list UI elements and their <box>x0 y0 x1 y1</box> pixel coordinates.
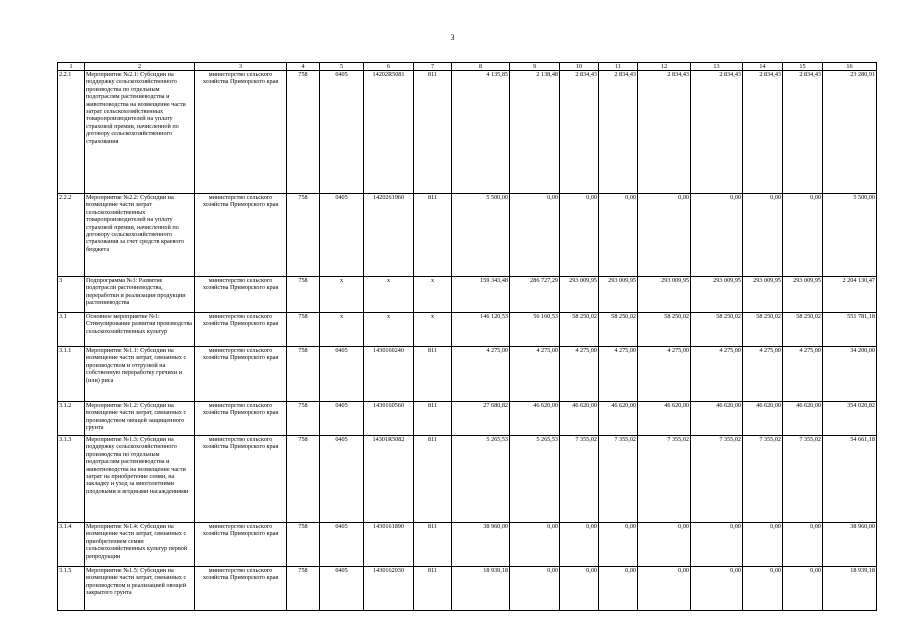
executor: министерство сельского хозяйства Приморского края <box>195 567 287 611</box>
executor: министерство сельского хозяйства Приморского края <box>195 194 287 277</box>
total-cell: 34 200,00 <box>823 347 877 402</box>
csr-code: x <box>364 313 414 347</box>
amount-cell: 0,00 <box>691 194 743 277</box>
amount-cell: 4 135,85 <box>452 71 510 194</box>
total-cell: 38 960,00 <box>823 523 877 567</box>
grbs-code: 758 <box>287 313 320 347</box>
amount-cell: 4 275,00 <box>783 347 823 402</box>
page-number: 3 <box>450 33 455 42</box>
vr-code: 811 <box>414 523 452 567</box>
amount-cell: 0,00 <box>638 567 691 611</box>
vr-code: 811 <box>414 347 452 402</box>
table-row <box>58 194 877 277</box>
amount-cell: 2 138,48 <box>510 71 560 194</box>
amount-cell: 0,00 <box>783 194 823 277</box>
table-row <box>58 313 877 347</box>
amount-cell: 0,00 <box>510 523 560 567</box>
row-id: 3.1 <box>58 313 85 347</box>
rzpr-code: 0405 <box>320 402 364 436</box>
amount-cell: 0,00 <box>783 523 823 567</box>
amount-cell: 286 727,29 <box>510 277 560 313</box>
row-id: 3 <box>58 277 85 313</box>
amount-cell: 0,00 <box>560 194 599 277</box>
amount-cell: 4 275,00 <box>560 347 599 402</box>
activity-name: Мероприятие №2.2: Субсидии на возмещение части затрат сельскохозяйственных товаропроизводителей на уплату страховой премии, начисленной по договору сельскохозяйственного страхования за счет средств краевого бюджета <box>85 194 195 277</box>
row-id: 3.1.1 <box>58 347 85 402</box>
table-row <box>58 347 877 402</box>
total-cell: 354 020,82 <box>823 402 877 436</box>
activity-name: Мероприятие №1.5: Субсидии на возмещение части затрат, связанных с производством и реализацией овощей закрытого грунта <box>85 567 195 611</box>
table-row <box>58 523 877 567</box>
vr-code: x <box>414 277 452 313</box>
amount-cell: 159 343,48 <box>452 277 510 313</box>
amount-cell: 58 250,02 <box>560 313 599 347</box>
grbs-code: 758 <box>287 436 320 523</box>
amount-cell: 293 009,95 <box>638 277 691 313</box>
column-number: 13 <box>691 63 743 71</box>
column-number: 9 <box>510 63 560 71</box>
amount-cell: 7 355,02 <box>691 436 743 523</box>
csr-code: 14202R5081 <box>364 71 414 194</box>
amount-cell: 0,00 <box>599 194 638 277</box>
rzpr-code: x <box>320 313 364 347</box>
column-number: 10 <box>560 63 599 71</box>
column-number: 1 <box>58 63 85 71</box>
amount-cell: 293 009,95 <box>599 277 638 313</box>
total-cell: 23 280,91 <box>823 71 877 194</box>
csr-code: 1420261960 <box>364 194 414 277</box>
table-row <box>58 71 877 194</box>
amount-cell: 7 355,02 <box>783 436 823 523</box>
amount-cell: 46 620,00 <box>560 402 599 436</box>
csr-code: 1430161890 <box>364 523 414 567</box>
amount-cell: 5 265,53 <box>452 436 510 523</box>
vr-code: 811 <box>414 567 452 611</box>
activity-name: Мероприятие №2.1: Субсидии на поддержку сельскохозяйственного производства по отдельным подотраслям растениеводства и животноводства на возмещение части затрат сельскохозяйственных товаропроизводителей на уплату страховой премии, начисленной по договору сельскохозяйственного страхования <box>85 71 195 194</box>
activity-name: Мероприятие №1.4: Субсидии на возмещение части затрат, связанных с приобретением семян сельскохозяйственных культур первой репродукции <box>85 523 195 567</box>
amount-cell: 293 009,95 <box>560 277 599 313</box>
grbs-code: 758 <box>287 567 320 611</box>
budget-table <box>57 62 877 611</box>
rzpr-code: 0405 <box>320 436 364 523</box>
table-row <box>58 567 877 611</box>
row-id: 2.2.2 <box>58 194 85 277</box>
table-row <box>58 402 877 436</box>
total-cell: 551 781,18 <box>823 313 877 347</box>
amount-cell: 4 275,00 <box>743 347 783 402</box>
column-number: 12 <box>638 63 691 71</box>
table-row <box>58 436 877 523</box>
amount-cell: 4 275,00 <box>638 347 691 402</box>
activity-name: Мероприятие №1.2: Субсидии на возмещение части затрат, связанных с производством овощей защищенного грунта <box>85 402 195 436</box>
total-cell: 2 204 130,47 <box>823 277 877 313</box>
column-number: 3 <box>195 63 287 71</box>
amount-cell: 0,00 <box>638 194 691 277</box>
grbs-code: 758 <box>287 194 320 277</box>
amount-cell: 0,00 <box>599 523 638 567</box>
amount-cell: 4 275,00 <box>599 347 638 402</box>
rzpr-code: 0405 <box>320 347 364 402</box>
amount-cell: 2 834,43 <box>560 71 599 194</box>
amount-cell: 2 834,43 <box>743 71 783 194</box>
amount-cell: 46 620,00 <box>510 402 560 436</box>
amount-cell: 0,00 <box>743 567 783 611</box>
amount-cell: 0,00 <box>638 523 691 567</box>
column-number: 14 <box>743 63 783 71</box>
column-number: 5 <box>320 63 364 71</box>
executor: министерство сельского хозяйства Приморского края <box>195 436 287 523</box>
amount-cell: 58 250,02 <box>599 313 638 347</box>
total-cell: 5 500,00 <box>823 194 877 277</box>
grbs-code: 758 <box>287 402 320 436</box>
total-cell: 54 661,18 <box>823 436 877 523</box>
column-number-row <box>58 63 877 71</box>
amount-cell: 4 275,00 <box>452 347 510 402</box>
amount-cell: 0,00 <box>783 567 823 611</box>
amount-cell: 4 275,00 <box>510 347 560 402</box>
csr-code: 1430162030 <box>364 567 414 611</box>
executor: министерство сельского хозяйства Приморского края <box>195 71 287 194</box>
grbs-code: 758 <box>287 277 320 313</box>
amount-cell: 5 500,00 <box>452 194 510 277</box>
executor: министерство сельского хозяйства Приморского края <box>195 347 287 402</box>
amount-cell: 58 250,02 <box>638 313 691 347</box>
amount-cell: 58 250,02 <box>783 313 823 347</box>
csr-code: 1430160560 <box>364 402 414 436</box>
amount-cell: 46 620,00 <box>691 402 743 436</box>
executor: министерство сельского хозяйства Приморского края <box>195 313 287 347</box>
amount-cell: 293 009,95 <box>743 277 783 313</box>
amount-cell: 0,00 <box>599 567 638 611</box>
amount-cell: 7 355,02 <box>560 436 599 523</box>
column-number: 7 <box>414 63 452 71</box>
amount-cell: 7 355,02 <box>599 436 638 523</box>
rzpr-code: 0405 <box>320 194 364 277</box>
column-number: 4 <box>287 63 320 71</box>
column-number: 8 <box>452 63 510 71</box>
amount-cell: 2 834,43 <box>638 71 691 194</box>
amount-cell: 58 250,02 <box>691 313 743 347</box>
amount-cell: 2 834,43 <box>599 71 638 194</box>
amount-cell: 38 960,00 <box>452 523 510 567</box>
vr-code: 811 <box>414 402 452 436</box>
total-cell: 18 939,18 <box>823 567 877 611</box>
amount-cell: 293 009,95 <box>691 277 743 313</box>
activity-name: Основное мероприятие №1: Стимулирование развития производства сельскохозяйственных культур <box>85 313 195 347</box>
rzpr-code: 0405 <box>320 567 364 611</box>
csr-code: 14301R5082 <box>364 436 414 523</box>
rzpr-code: 0405 <box>320 523 364 567</box>
amount-cell: 46 620,00 <box>638 402 691 436</box>
amount-cell: 0,00 <box>691 523 743 567</box>
amount-cell: 27 680,82 <box>452 402 510 436</box>
amount-cell: 7 355,02 <box>743 436 783 523</box>
grbs-code: 758 <box>287 347 320 402</box>
executor: министерство сельского хозяйства Приморского края <box>195 402 287 436</box>
column-number: 16 <box>823 63 877 71</box>
activity-name: Мероприятие №1.3: Субсидии на поддержку сельскохозяйственного производства по отдельным подотраслям растениеводства и животноводства на возмещение части затрат на приобретение семян, на закладку и уход за многолетними плодовыми и ягодными насаждениями <box>85 436 195 523</box>
vr-code: 811 <box>414 436 452 523</box>
rzpr-code: 0405 <box>320 71 364 194</box>
amount-cell: 2 834,43 <box>691 71 743 194</box>
amount-cell: 58 250,02 <box>743 313 783 347</box>
csr-code: 1430160240 <box>364 347 414 402</box>
vr-code: 811 <box>414 194 452 277</box>
executor: министерство сельского хозяйства Приморского края <box>195 277 287 313</box>
amount-cell: 146 120,53 <box>452 313 510 347</box>
column-number: 2 <box>85 63 195 71</box>
amount-cell: 5 265,53 <box>510 436 560 523</box>
rzpr-code: x <box>320 277 364 313</box>
amount-cell: 0,00 <box>510 194 560 277</box>
amount-cell: 46 620,00 <box>743 402 783 436</box>
column-number: 6 <box>364 63 414 71</box>
column-number: 11 <box>599 63 638 71</box>
amount-cell: 0,00 <box>510 567 560 611</box>
grbs-code: 758 <box>287 523 320 567</box>
csr-code: x <box>364 277 414 313</box>
vr-code: x <box>414 313 452 347</box>
amount-cell: 56 160,53 <box>510 313 560 347</box>
row-id: 3.1.4 <box>58 523 85 567</box>
amount-cell: 0,00 <box>560 567 599 611</box>
amount-cell: 0,00 <box>743 523 783 567</box>
activity-name: Мероприятие №1.1: Субсидии на возмещение части затрат, связанных с производством и отгрузкой на собственную переработку гречихи и (или) риса <box>85 347 195 402</box>
grbs-code: 758 <box>287 71 320 194</box>
amount-cell: 4 275,00 <box>691 347 743 402</box>
amount-cell: 0,00 <box>560 523 599 567</box>
vr-code: 811 <box>414 71 452 194</box>
amount-cell: 46 620,00 <box>599 402 638 436</box>
activity-name: Подпрограмма №3: Развитие подотрасли растениеводства, переработки и реализации продукции растениеводства <box>85 277 195 313</box>
row-id: 2.2.1 <box>58 71 85 194</box>
amount-cell: 293 009,95 <box>783 277 823 313</box>
column-number: 15 <box>783 63 823 71</box>
amount-cell: 46 620,00 <box>783 402 823 436</box>
row-id: 3.1.2 <box>58 402 85 436</box>
amount-cell: 7 355,02 <box>638 436 691 523</box>
row-id: 3.1.3 <box>58 436 85 523</box>
amount-cell: 0,00 <box>691 567 743 611</box>
amount-cell: 2 834,43 <box>783 71 823 194</box>
amount-cell: 0,00 <box>743 194 783 277</box>
executor: министерство сельского хозяйства Приморского края <box>195 523 287 567</box>
amount-cell: 18 939,18 <box>452 567 510 611</box>
table-row <box>58 277 877 313</box>
row-id: 3.1.5 <box>58 567 85 611</box>
